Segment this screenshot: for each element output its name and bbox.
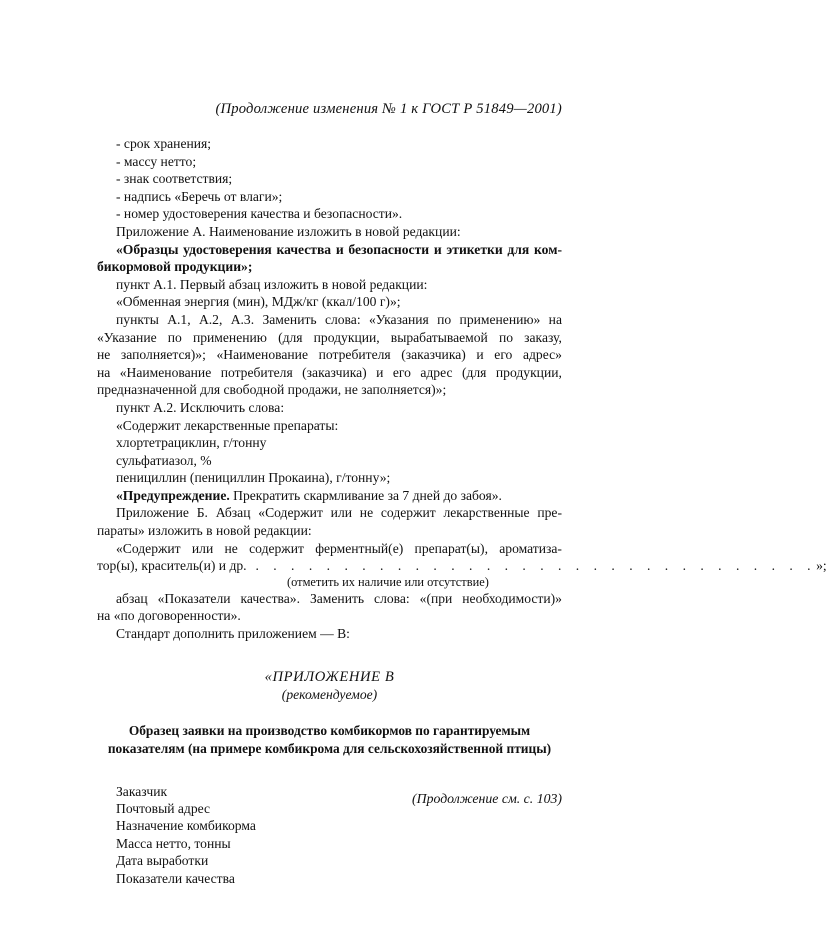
list-item: - надпись «Беречь от влаги»;	[116, 188, 283, 204]
word: «Наименование	[119, 364, 212, 380]
word: слова:	[374, 590, 410, 606]
word: его	[392, 364, 411, 380]
field-label: Показатели качества	[116, 870, 235, 886]
word: адрес»	[522, 347, 562, 363]
item-a2: пункт А.2. Исключить слова:	[116, 399, 285, 415]
header-continuation: (Продолжение изменения № 1 к ГОСТ Р 51849—2001)	[215, 101, 562, 117]
word: пункты	[116, 311, 159, 327]
word: и	[376, 364, 384, 380]
word: «Указание	[97, 329, 157, 345]
word: (заказчика)	[401, 347, 466, 363]
appendix-b-line4-start: тор(ы), краситель(и) и др.	[97, 558, 247, 574]
word: слова:	[324, 311, 361, 327]
word: продукции,	[495, 364, 562, 380]
word: и	[476, 347, 484, 363]
word: необходимости)»	[462, 590, 562, 606]
word: и	[433, 241, 442, 257]
appendix-v-title: «ПРИЛОЖЕНИЕ В	[264, 668, 395, 685]
paragraph-a-line4	[97, 364, 562, 382]
list-item: - массу нетто;	[116, 153, 197, 169]
word: продукции,	[313, 329, 380, 345]
word: потребителя	[318, 347, 391, 363]
appendix-b-line2: параты» изложить в новой редакции:	[97, 523, 312, 539]
word: качества	[276, 241, 332, 257]
appendix-a-title-line2: бикормовой продукции»;	[97, 259, 253, 275]
footer-continuation: (Продолжение см. с. 103)	[412, 791, 562, 806]
word: «Образцы	[116, 241, 179, 257]
word: заполняется)»;	[120, 347, 206, 363]
word: для	[507, 241, 530, 257]
appendix-a-intro: Приложение А. Наименование изложить в новой редакции:	[116, 223, 461, 239]
drug-line: сульфатиазол, %	[116, 452, 212, 468]
drug-line: «Содержит лекарственные препараты:	[116, 417, 339, 433]
word: (для	[278, 329, 303, 345]
warning-line	[97, 487, 562, 505]
drug-line: пенициллин (пенициллин Прокаина), г/тонну»;	[116, 470, 391, 486]
word: ароматиза-	[499, 540, 562, 556]
word: А.1,	[167, 311, 191, 327]
list-item: - номер удостоверения качества и безопасности».	[116, 206, 403, 222]
word: ферментный(е)	[315, 540, 404, 556]
word: «Показатели	[157, 590, 231, 606]
appendix-b-line1	[97, 504, 562, 522]
list-item: - срок хранения;	[116, 136, 212, 151]
word: качества».	[240, 590, 300, 606]
appendix-b-line4-end: »;	[816, 558, 827, 574]
fill-in-note: (отметить их наличие или отсутствие)	[287, 574, 489, 589]
word: «(при	[419, 590, 453, 606]
word: лекарственные	[443, 505, 530, 521]
word: не	[224, 540, 238, 556]
word: адрес	[420, 364, 453, 380]
word: его	[494, 347, 513, 363]
warning-label: «Предупреждение.	[116, 487, 230, 503]
word: пре-	[537, 505, 562, 521]
form-title-line2: показателям (на примере комбикрома для сельскохозяйственной птицы)	[107, 740, 552, 756]
appendix-v-subtitle: (рекомендуемое)	[281, 686, 378, 702]
field-label: Почтовый адрес	[116, 801, 211, 817]
word: вырабатываемой	[390, 329, 488, 345]
word: А.2,	[198, 311, 223, 327]
paragraph-a-line1	[97, 311, 562, 329]
word: на	[97, 364, 111, 380]
word: применению	[192, 329, 267, 345]
word: или	[191, 540, 214, 556]
word: «Наименование	[216, 347, 308, 363]
word: и	[335, 241, 344, 257]
supplement-line: Стандарт дополнить приложением — В:	[116, 626, 350, 642]
list-item: - знак соответствия;	[116, 171, 233, 187]
word: этикетки	[446, 241, 503, 257]
word: ком-	[534, 241, 562, 257]
field-label: Заказчик	[116, 783, 168, 799]
word: Заменить	[309, 590, 365, 606]
paragraph-a-line3	[97, 346, 562, 364]
form-title	[97, 722, 562, 758]
drug-line: хлортетрациклин, г/тонну	[116, 435, 267, 451]
word: удостоверения	[183, 241, 272, 257]
word: «Содержит	[258, 505, 323, 521]
word: безопасности	[348, 241, 430, 257]
word: содержит	[249, 540, 304, 556]
word: не	[359, 505, 374, 521]
energy-line: «Обменная энергия (мин), МДж/кг (ккал/100 г)»;	[116, 294, 401, 310]
word: препарат(ы),	[414, 540, 488, 556]
word: (заказчика)	[302, 364, 367, 380]
appendix-b-line3	[97, 540, 562, 558]
paragraph-a-line5: предназначенной для свободной продажи, не заполняется)»;	[97, 382, 447, 398]
word: по	[167, 329, 182, 345]
word: содержит	[380, 505, 436, 521]
word: потребителя	[220, 364, 293, 380]
word: применению»	[459, 311, 541, 327]
word: «Указания	[368, 311, 429, 327]
field-label: Масса нетто, тонны	[116, 835, 231, 851]
word: (для	[461, 364, 487, 380]
word: «Содержит	[116, 540, 181, 556]
appendix-a-title-line1	[97, 241, 562, 259]
word: Заменить	[262, 311, 317, 327]
quality-line1	[97, 590, 562, 608]
form-title-line1: Образец заявки на производство комбикормов по гарантируемым	[128, 722, 531, 738]
warning-text: Прекратить скармливание за 7 дней до забоя».	[229, 487, 502, 503]
field-label: Дата выработки	[116, 853, 209, 869]
fill-in-dots: . . . . . . . . . . . . . . . . . . . . . . . . . . . . . . . .	[246, 558, 817, 574]
word: или	[330, 505, 353, 521]
word: Б.	[196, 505, 208, 521]
field-label: Назначение комбикорма	[116, 818, 256, 834]
item-a1: пункт А.1. Первый абзац изложить в новой редакции:	[116, 276, 428, 292]
word: абзац	[116, 590, 148, 606]
word: Приложение	[116, 505, 189, 521]
word: по	[498, 329, 514, 345]
quality-line2: на «по договоренности».	[97, 608, 241, 624]
word: по	[437, 311, 452, 327]
word: на	[548, 311, 562, 327]
word: не	[97, 347, 111, 363]
paragraph-a-line2	[97, 329, 562, 347]
word: заказу,	[524, 329, 562, 345]
document-body	[97, 135, 827, 887]
word: Абзац	[215, 505, 251, 521]
word: А.3.	[230, 311, 255, 327]
appendix-b-line4	[97, 557, 827, 575]
